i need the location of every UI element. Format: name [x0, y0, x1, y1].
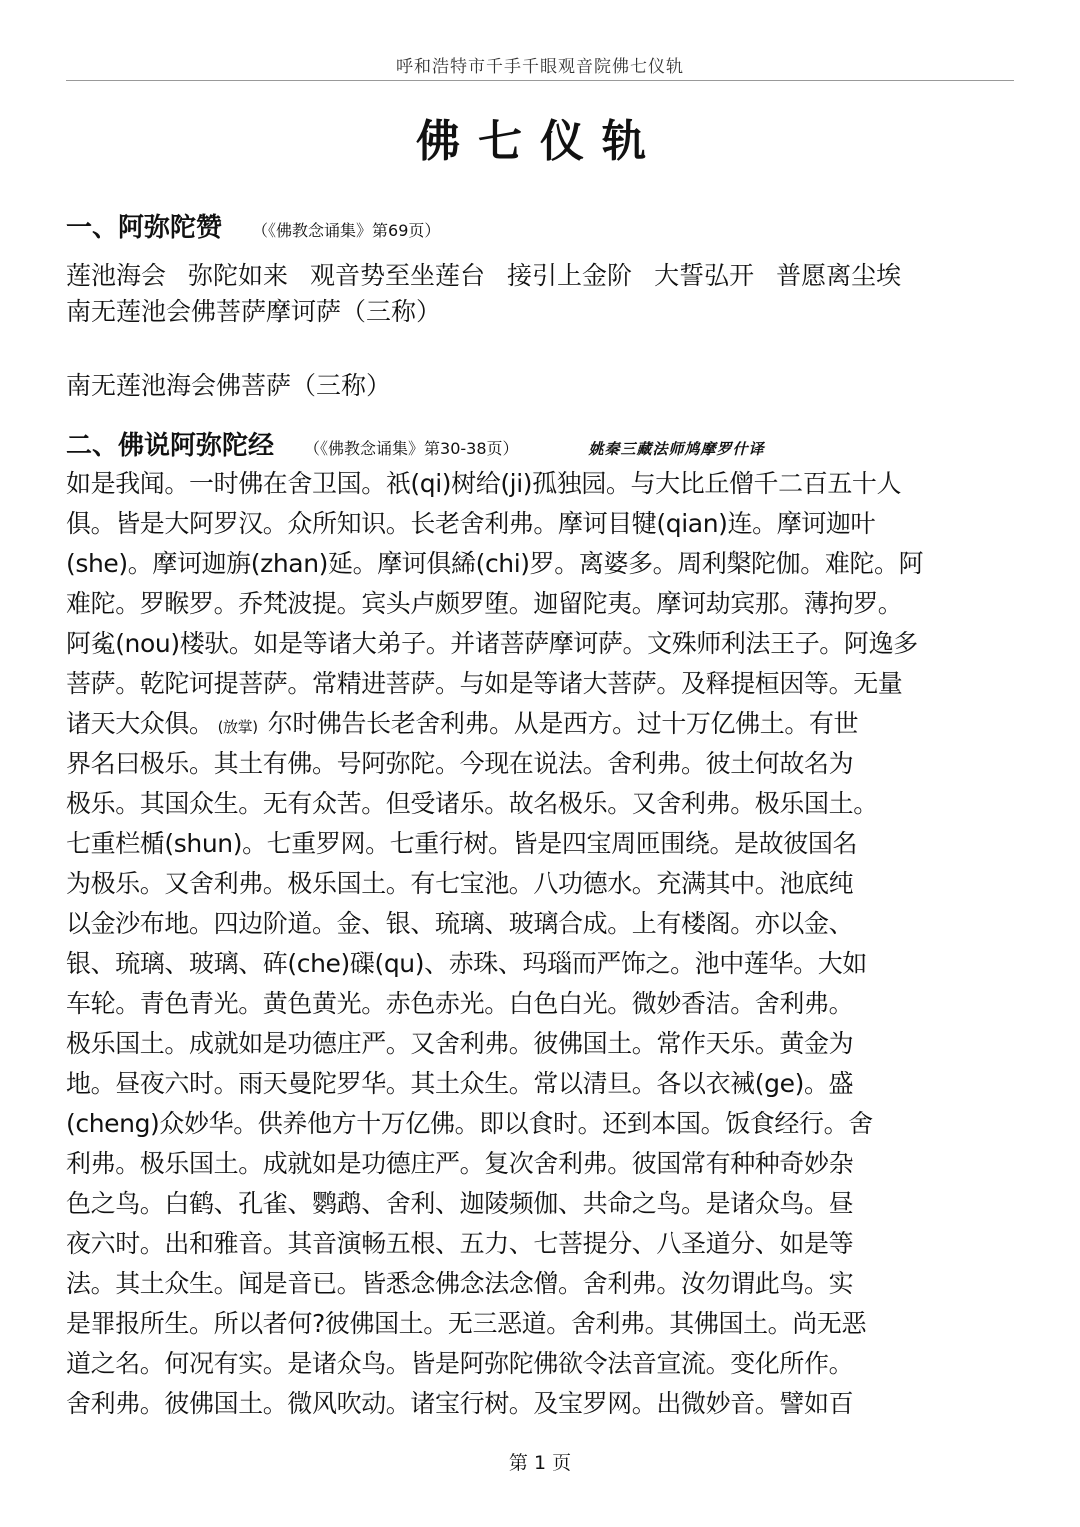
- sutra-line: 车轮。青色青光。黄色黄光。赤色赤光。白色白光。微妙香洁。舍利弗。: [66, 989, 854, 1018]
- sutra-line: 菩萨。乾陀诃提菩萨。常精进菩萨。与如是等诸大菩萨。及释提桓因等。无量: [66, 669, 903, 698]
- verse-line: 南无莲池会佛菩萨摩诃萨（三称）: [66, 297, 442, 326]
- section-heading: [66, 428, 1016, 464]
- sutra-line: 以金沙布地。四边阶道。金、银、琉璃、玻璃合成。上有楼阁。亦以金、: [66, 909, 854, 938]
- verse-phrase: 莲池海会: [66, 261, 167, 290]
- sutra-line: 法。其土众生。闻是音已。皆悉念佛念法念僧。舍利弗。汝勿谓此鸟。实: [66, 1269, 854, 1298]
- sutra-line: 俱。皆是大阿罗汉。众所知识。长老舍利弗。摩诃目犍(qian)连。摩诃迦叶: [66, 509, 876, 538]
- sutra-line: 极乐。其国众生。无有众苦。但受诸乐。故名极乐。又舍利弗。极乐国土。: [66, 789, 878, 818]
- sutra-line: 地。昼夜六时。雨天曼陀罗华。其土众生。常以清旦。各以衣裓(ge)。盛: [66, 1069, 854, 1098]
- sutra-line: (she)。摩诃迦旃(zhan)延。摩诃俱絺(chi)罗。离婆多。周利槃陀伽。难陀。阿: [66, 549, 924, 578]
- sutra-line: 难陀。罗睺罗。乔梵波提。宾头卢颇罗堕。迦留陀夷。摩诃劫宾那。薄拘罗。: [66, 589, 903, 618]
- sutra-line: 色之鸟。白鹤、孔雀、鹦鹉、舍利、迦陵频伽、共命之鸟。是诸众鸟。昼: [66, 1189, 854, 1218]
- sutra-text: 诸天大众俱。: [66, 709, 214, 738]
- verse-phrase: 观音势至坐莲台: [310, 261, 486, 290]
- sutra-line: 是罪报所生。所以者何?彼佛国土。无三恶道。舍利弗。其佛国土。尚无恶: [66, 1309, 867, 1338]
- verse-line: 南无莲池海会佛菩萨（三称）: [66, 371, 392, 400]
- sutra-line: 银、琉璃、玻璃、砗(che)磲(qu)、赤珠、玛瑙而严饰之。池中莲华。大如: [66, 949, 867, 978]
- verse-line: [66, 258, 1016, 294]
- section-title: 二、佛说阿弥陀经: [66, 431, 275, 461]
- sutra-line: 如是我闻。一时佛在舍卫国。祇(qi)树给(ji)孤独园。与大比丘僧千二百五十人: [66, 469, 902, 498]
- document-title: 佛七仪轨: [416, 116, 664, 167]
- sutra-line: 舍利弗。彼佛国土。微风吹动。诸宝行树。及宝罗网。出微妙音。譬如百: [66, 1389, 854, 1418]
- translator-credit: 姚秦三藏法师鸠摩罗什译: [588, 440, 765, 458]
- sutra-line: 利弗。极乐国土。成就如是功德庄严。复次舍利弗。彼国常有种种奇妙杂: [66, 1149, 854, 1178]
- sutra-line: 夜六时。出和雅音。其音演畅五根、五力、七菩提分、八圣道分、如是等: [66, 1229, 854, 1258]
- section-heading: [66, 210, 1016, 246]
- verse-phrase: 普愿离尘埃: [776, 261, 902, 290]
- sutra-line: 道之名。何况有实。是诸众鸟。皆是阿弥陀佛欲令法音宣流。变化所作。: [66, 1349, 854, 1378]
- running-header: 呼和浩特市千手千眼观音院佛七仪轨: [396, 57, 684, 77]
- sutra-line: 界名曰极乐。其土有佛。号阿弥陀。今现在说法。舍利弗。彼土何故名为: [66, 749, 854, 778]
- header-divider: [66, 80, 1014, 81]
- sutra-line: 阿㝹(nou)楼驮。如是等诸大弟子。并诸菩萨摩诃萨。文殊师利法王子。阿逸多: [66, 629, 918, 658]
- sutra-line: [66, 704, 1016, 744]
- page-number: 第 1 页: [508, 1452, 572, 1474]
- verse-phrase: 弥陀如来: [188, 261, 289, 290]
- source-note: （《佛教念诵集》第30-38页）: [304, 439, 519, 458]
- verse-phrase: 接引上金阶: [507, 261, 633, 290]
- verse-phrase: 大誓弘开: [654, 261, 755, 290]
- source-note: （《佛教念诵集》第69页）: [252, 221, 441, 240]
- section-amitabha-sutra: [66, 428, 1016, 1424]
- sutra-line: 七重栏楯(shun)。七重罗网。七重行树。皆是四宝周匝围绕。是故彼国名: [66, 829, 858, 858]
- section-amitabha-praise: [66, 210, 1016, 404]
- sutra-text: 尔时佛告长老舍利弗。从是西方。过十万亿佛土。有世: [267, 709, 859, 738]
- inline-note: (放掌): [217, 718, 258, 736]
- section-title: 一、阿弥陀赞: [66, 213, 223, 243]
- sutra-line: 为极乐。又舍利弗。极乐国土。有七宝池。八功德水。充满其中。池底纯: [66, 869, 854, 898]
- sutra-line: (cheng)众妙华。供养他方十万亿佛。即以食时。还到本国。饭食经行。舍: [66, 1109, 873, 1138]
- sutra-line: 极乐国土。成就如是功德庄严。又舍利弗。彼佛国土。常作天乐。黄金为: [66, 1029, 854, 1058]
- sutra-body: [66, 464, 1016, 1424]
